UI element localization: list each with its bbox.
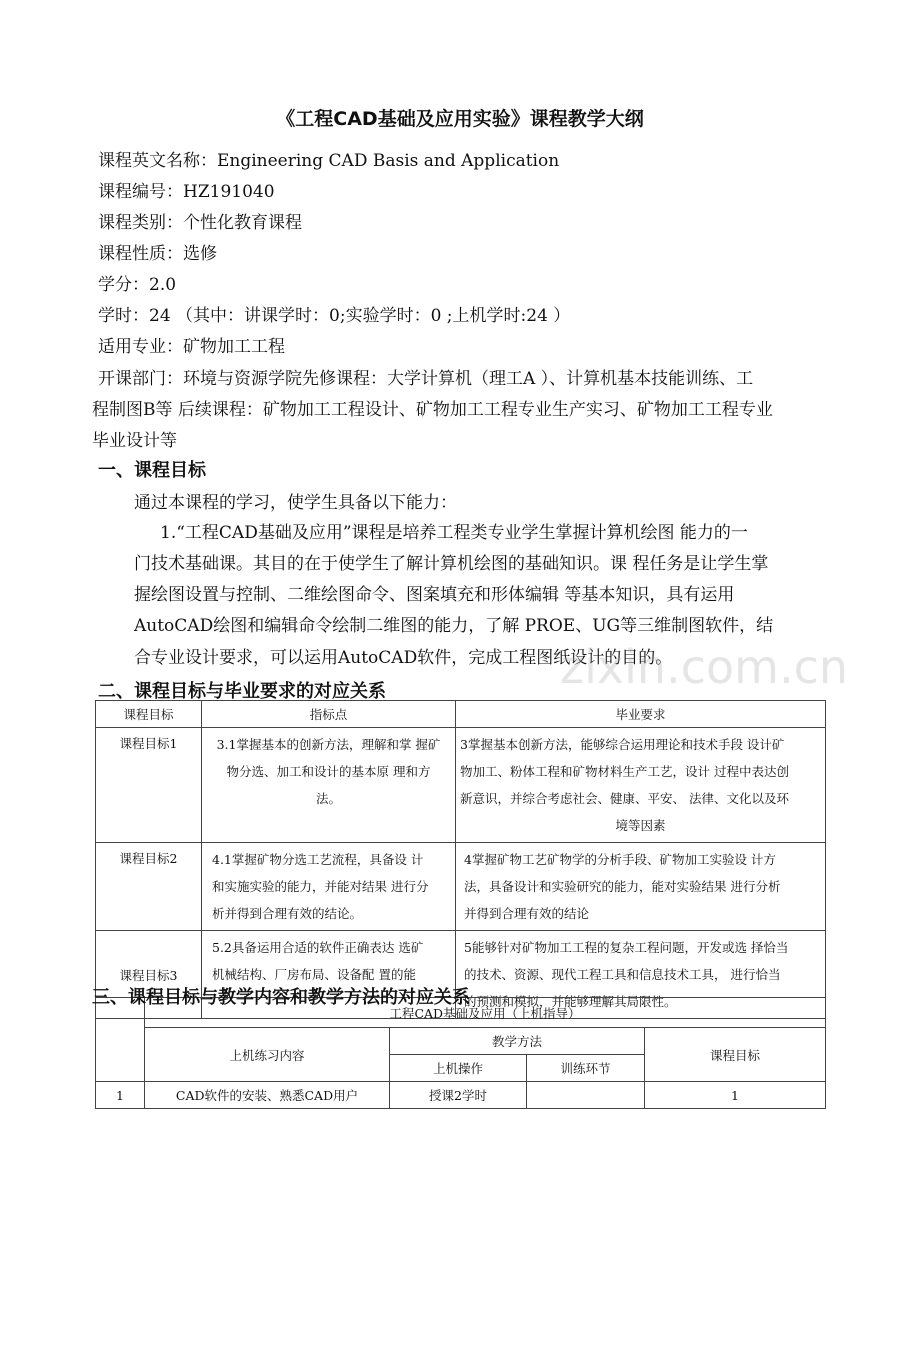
section1-line: 门技术基础课。其目的在于使学生了解计算机绘图的基础知识。课 程任务是让学生掌: [134, 554, 769, 574]
requirement-line: 4掌握矿物工艺矿物学的分析手段、矿物加工实验设 计方: [464, 852, 776, 867]
section1-line: 1.“工程CAD基础及应用”课程是培养工程类专业学生掌握计算机绘图 能力的一: [160, 523, 748, 543]
section1-line: 合专业设计要求，可以运用AutoCAD软件，完成工程图纸设计的目的。: [134, 648, 673, 668]
requirement-line: 5能够针对矿物加工工程的复杂工程问题，开发或选 择恰当: [464, 940, 789, 955]
no-header-cell: [96, 998, 145, 1082]
department-line-3: 毕业设计等: [92, 431, 177, 451]
section1-line: 握绘图设置与控制、二维绘图命令、图案填充和形体编辑 等基本知识，具有运用: [134, 585, 735, 605]
section1-heading: 一、课程目标: [98, 460, 206, 481]
course-nature: 课程性质：选修: [98, 244, 217, 264]
department-line-2: 程制图B等 后续课程：矿物加工工程设计、矿物加工工程专业生产实习、矿物加工工程专业: [92, 400, 773, 420]
course-code: 课程编号：HZ191040: [98, 182, 275, 202]
applicable-major: 适用专业：矿物加工工程: [98, 337, 285, 357]
row-goal: 1: [645, 1082, 826, 1109]
indicator-line: 析并得到合理有效的结论。: [212, 906, 363, 921]
content-method-table: [95, 997, 826, 1109]
header-content: 上机练习内容: [145, 1028, 390, 1082]
row-number: 1: [96, 1082, 145, 1109]
row-goal: 课程目标1: [96, 728, 202, 843]
requirement-line: 物加工、粉体工程和矿物材料生产工艺，设计 过程中表达创: [460, 764, 789, 779]
table-caption: 工程CAD基础及应用（上机指导）: [145, 998, 826, 1028]
indicator-line: 机械结构、厂房布局、设备配 置的能: [212, 967, 416, 982]
course-hours: 学时：24 （其中：讲课学时：0;实验学时：0 ;上机学时:24 ）: [98, 306, 571, 326]
header-indicator: 指标点: [202, 701, 456, 728]
header-method-operation: 上机操作: [390, 1055, 527, 1082]
header-goal: 课程目标: [645, 1028, 826, 1082]
indicator-line: 物分选、加工和设计的基本原 理和方: [226, 764, 431, 779]
row-training: [527, 1082, 645, 1109]
section1-intro: 通过本课程的学习，使学生具备以下能力：: [134, 493, 457, 513]
requirement-line: 法，具备设计和实验研究的能力，能对实验结果 进行分析: [464, 879, 781, 894]
requirement-line: 并得到合理有效的结论: [464, 906, 590, 921]
course-category: 课程类别：个性化教育课程: [98, 213, 302, 233]
indicator-line: 法。: [315, 791, 341, 806]
row-goal: 课程目标3: [96, 931, 202, 1019]
row-operation: 授课2学时: [390, 1082, 527, 1109]
header-goal: 课程目标: [96, 701, 202, 728]
row-requirement: [456, 728, 826, 843]
table-row: [96, 843, 826, 931]
section2-heading: 二、课程目标与毕业要求的对应关系: [98, 681, 386, 702]
indicator-line: 和实施实验的能力，并能对结果 进行分: [212, 879, 429, 894]
table-row: [96, 1082, 826, 1109]
row-goal: 课程目标2: [96, 843, 202, 931]
header-method: 教学方法: [390, 1028, 645, 1055]
row-content: CAD软件的安装、熟悉CAD用户: [145, 1082, 390, 1109]
row-indicator: [202, 728, 456, 843]
header-method-training: 训练环节: [527, 1055, 645, 1082]
section1-line: AutoCAD绘图和编辑命令绘制二维图的能力，了解 PROE、UG等三维制图软件，结: [134, 616, 774, 636]
department-line-1: 开课部门：环境与资源学院先修课程：大学计算机（理工A ）、计算机基本技能训练、工: [98, 369, 754, 389]
requirement-line: 3掌握基本创新方法，能够综合运用理论和技术手段 设计矿: [460, 737, 785, 752]
requirement-line: 新意识，并综合考虑社会、健康、平安、 法律、文化以及环: [460, 791, 789, 806]
indicator-line: 3.1掌握基本的创新方法，理解和掌 握矿: [216, 737, 441, 752]
header-requirement: 毕业要求: [456, 701, 826, 728]
requirement-line: 的预测和模拟，并能够理解其局限性。: [464, 994, 677, 1009]
goal-requirement-table: [95, 700, 826, 1019]
document-title: 《工程CAD基础及应用实验》课程教学大纲: [276, 108, 644, 130]
course-credit: 学分：2.0: [98, 275, 177, 295]
english-name: 课程英文名称：Engineering CAD Basis and Application: [98, 151, 560, 171]
table-row: [96, 728, 826, 843]
section3-heading: 三、课程目标与教学内容和教学方法的对应关系: [92, 987, 470, 1008]
indicator-line: 5.2具备运用合适的软件正确表达 选矿: [212, 940, 424, 955]
requirement-line: 境等因素: [615, 818, 666, 833]
row-requirement: [456, 843, 826, 931]
requirement-line: 的技术、资源、现代工程工具和信息技术工具， 进行恰当: [464, 967, 781, 982]
row-indicator: [202, 843, 456, 931]
watermark: zixin.com.cn: [560, 640, 849, 694]
indicator-line: 4.1掌握矿物分选工艺流程，具备设 计: [212, 852, 424, 867]
